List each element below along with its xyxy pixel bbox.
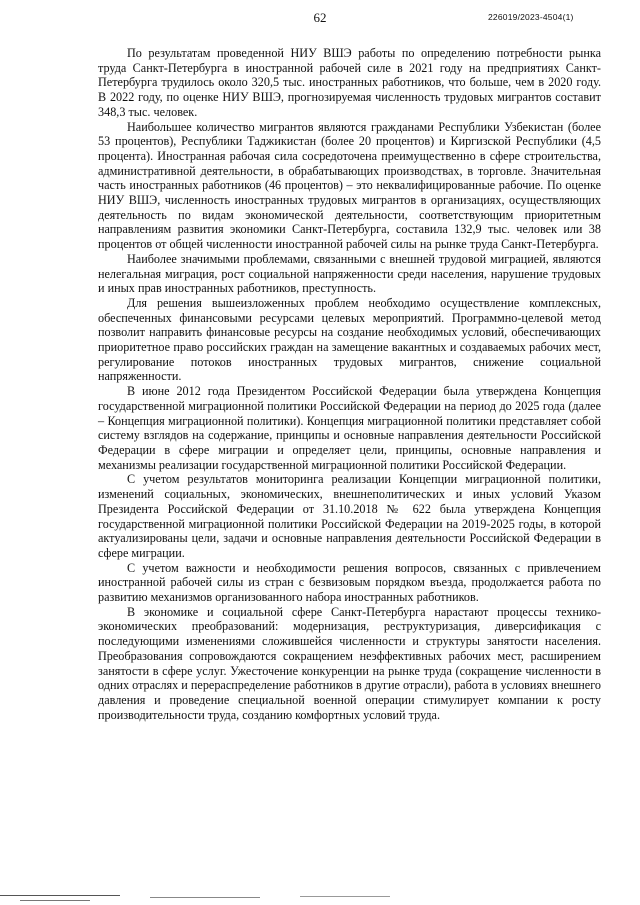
paragraph: Для решения вышеизложенных проблем необходимо осуществление комплексных, обеспеченных финансовыми ресурсами целевых мероприятий. Программно-целевой метод позволит направить финансовые ресурсы на создание необходимых условий, обеспечивающих приоритетное право российских граждан на замещение вакантных и создаваемых рабочих мест, регулирование потоков иностранных трудовых мигрантов, снижение социальной напряженности. — [98, 295, 601, 384]
paragraph: Наиболее значимыми проблемами, связанными с внешней трудовой миграцией, являются нелегальная миграция, рост социальной напряженности среди населения, нарушение трудовых и иных прав иностранных работников, преступность. — [98, 251, 601, 296]
document-id: 226019/2023-4504(1) — [488, 12, 574, 22]
paragraph: По результатам проведенной НИУ ВШЭ работы по определению потребности рынка труда Санкт-Петербурга в иностранной рабочей силе в 2021 году на предприятиях Санкт-Петербурга трудилось около 320,5 тыс. иностранных работников, что больше, чем в 2020 году. В 2022 году, по оценке НИУ ВШЭ, прогнозируемая численность трудовых мигрантов составит 348,3 тыс. человек. — [98, 46, 601, 119]
paragraph: Наибольшее количество мигрантов являются гражданами Республики Узбекистан (более 53 процентов), Республики Таджикистан (более 20 процентов) и Киргизской Республики (4,5 процента). Иностранная рабочая сила сосредоточена преимущественно в сфере строительства, административной деятельности, в обрабатывающих производствах, в торговле. Значительная часть иностранных работников (46 процентов) – это неквалифицированные рабочие. По оценке НИУ ВШЭ, численность иностранных трудовых мигрантов в организациях, осуществляющих деятельность по видам экономической деятельности, соответствующим приоритетным направлениям развития экономики Санкт-Петербурга, составила 132,9 тыс. человек или 38 процентов от общей численности иностранной рабочей силы на рынке труда Санкт-Петербурга. — [98, 119, 601, 252]
page-number: 62 — [313, 10, 327, 25]
paragraph: В экономике и социальной сфере Санкт-Петербурга нарастают процессы технико-экономических преобразований: модернизация, реструктуризация, диверсификация с последующими изменениями сложившейся численности и структуры занятости населения. Преобразования сопровождаются сокращением неэффективных рабочих мест, расширением занятости в сфере услуг. Ужесточение конкуренции на рынке труда (сокращение численности в одних отраслях и перераспределение работников в другие отрасли), работа в условиях внешнего давления и проведение специальной военной операции стимулирует компании к росту производительности труда, созданию комфортных условий труда. — [98, 604, 601, 722]
paragraph: В июне 2012 года Президентом Российской Федерации была утверждена Концепция государственной миграционной политики Российской Федерации на период до 2025 года (далее – Концепция миграционной политики). Концепция миграционной политики представляет собой систему взглядов на содержание, принципы и основные направления деятельности Российской Федерации в сфере миграции и определяет цели, принципы, основные направления и механизмы реализации государственной миграционной политики Российской Федерации. — [98, 384, 601, 472]
scan-edge-artifact — [0, 891, 640, 905]
document-body — [98, 46, 601, 722]
paragraph: С учетом результатов мониторинга реализации Концепции миграционной политики, изменений социальных, экономических, внешнеполитических и иных условий Указом Президента Российской Федерации от 31.10.2018 № 622 была утверждена Концепция государственной миграционной политики Российской Федерации на 2019-2025 годы, в которой актуализированы цели, задачи и основные направления деятельности Российской Федерации в сфере миграции. — [98, 472, 601, 560]
paragraph: С учетом важности и необходимости решения вопросов, связанных с привлечением иностранной рабочей силы из стран с безвизовым порядком въезда, продолжается работа по развитию механизмов организованного набора иностранных работников. — [98, 560, 601, 605]
